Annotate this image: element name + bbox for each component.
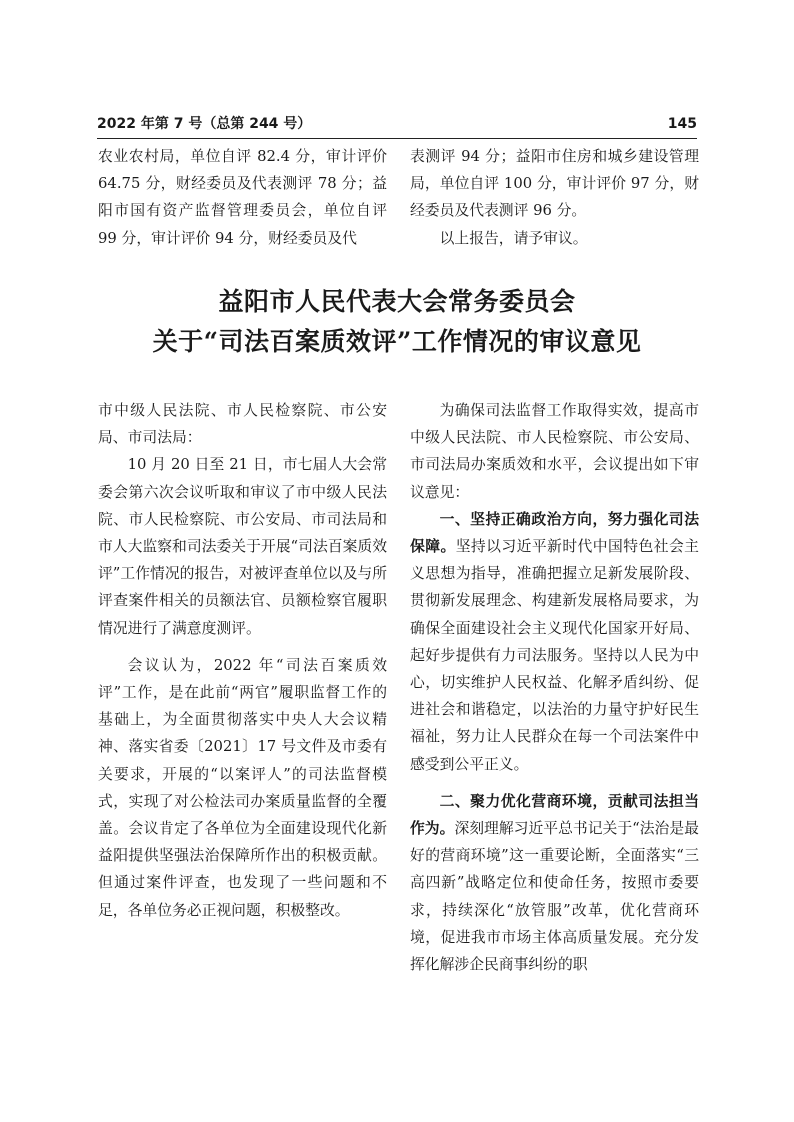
body-left-column xyxy=(98,397,387,924)
paragraph-2: 会议认为，2022 年“司法百案质效评”工作，是在此前“两官”履职监督工作的基础上，为全面贯彻落实中央人大会议精神、落实省委〔2021〕17 号文件及市委有关要求，开展的“以案评人”的司法监督模式，实现了对公检法司办案质量监督的全覆盖。会议肯定了各单位为全面建设现代化新益阳提供坚强法治保障所作出的积极贡献。但通过案件评查，也发现了一些问题和不足，各单位务必正视问题，积极整改。 xyxy=(98,656,387,919)
body-right-column xyxy=(410,397,699,978)
top-right-paragraph: 表测评 94 分；益阳市住房和城乡建设管理局，单位自评 100 分，审计评价 97 分，财经委员及代表测评 96 分。 xyxy=(410,148,699,220)
title-line-1: 益阳市人民代表大会常务委员会 xyxy=(218,287,576,316)
top-left-paragraph: 农业农村局，单位自评 82.4 分，审计评价 64.75 分，财经委员及代表测评 78 分；益阳市国有资产监督管理委员会，单位自评 99 分，审计评价 94 分，财经委员及代 xyxy=(98,148,387,247)
issue-label: 2022 年第 7 号（总第 244 号） xyxy=(97,116,312,132)
header-divider xyxy=(97,138,697,139)
page-header xyxy=(97,114,697,138)
point-2-heading: 二、聚力优化营商环境，贡献司法担当作为。 xyxy=(410,792,699,838)
document-title xyxy=(60,282,734,362)
paragraph-3: 为确保司法监督工作取得实效，提高市中级人民法院、市人民检察院、市公安局、市司法局办案质效和水平，会议提出如下审议意见： xyxy=(410,402,699,501)
top-right-column xyxy=(410,143,699,252)
addressee: 市中级人民法院、市人民检察院、市公安局、市司法局： xyxy=(98,402,387,447)
title-line-2: 关于“司法百案质效评”工作情况的审议意见 xyxy=(152,327,642,356)
top-left-column xyxy=(98,143,387,252)
point-2 xyxy=(410,788,699,978)
page-number: 145 xyxy=(667,116,697,132)
paragraph-1: 10 月 20 日至 21 日，市七届人大会常委会第六次会议听取和审议了市中级人民法院、市人民检察院、市公安局、市司法局和市人大监察和司法委关于开展“司法百案质效评”工作情况的报告，对被评查单位以及与所评查案件相关的员额法官、员额检察官履职情况进行了满意度测评。 xyxy=(98,456,387,637)
closing-line: 以上报告，请予审议。 xyxy=(439,229,588,247)
point-1 xyxy=(410,506,699,778)
point-1-text: 坚持以习近平新时代中国特色社会主义思想为指导，准确把握立足新发展阶段、贯彻新发展理念、构建新发展格局要求，为确保全面建设社会主义现代化国家开好局、起好步提供有力司法服务。坚持以人民为中心，切实维护人民权益、化解矛盾纠纷、促进社会和谐稳定，以法治的力量守护好民生福祉，努力让人民群众在每一个司法案件中感受到公平正义。 xyxy=(410,538,699,773)
point-1-heading: 一、坚持正确政治方向，努力强化司法保障。 xyxy=(410,510,699,556)
point-2-text: 深刻理解习近平总书记关于“法治是最好的营商环境”这一重要论断，全面落实“三高四新”战略定位和使命任务，按照市委要求，持续深化“放管服”改革，优化营商环境，促进我市市场主体高质量发展。充分发挥化解涉企民商事纠纷的职 xyxy=(410,820,699,974)
